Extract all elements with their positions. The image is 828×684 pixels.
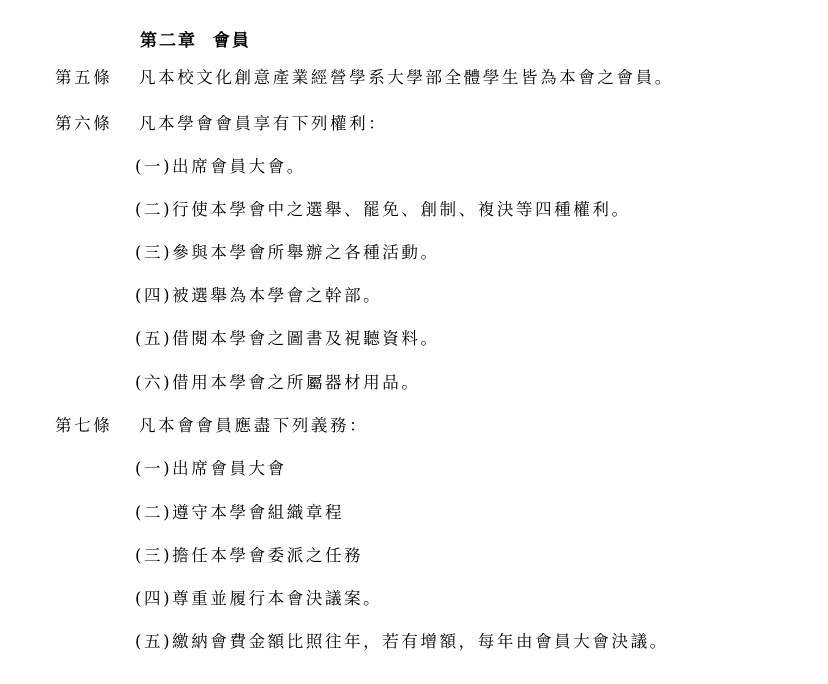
article-5-number: 第五條 — [55, 68, 113, 87]
article-7-item-1: (一)出席會員大會 — [135, 459, 287, 478]
article-6-number: 第六條 — [55, 114, 113, 133]
article-7-item-3: (三)擔任本學會委派之任務 — [135, 546, 364, 565]
article-6-item-5: (五)借閱本學會之圖書及視聽資料。 — [135, 329, 440, 348]
article-7-item-2: (二)遵守本學會組織章程 — [135, 503, 345, 522]
article-6-item-6: (六)借用本學會之所屬器材用品。 — [135, 373, 421, 392]
chapter-title: 第二章 會員 — [140, 31, 251, 51]
article-7-text: 凡本會會員應盡下列義務： — [139, 416, 369, 435]
article-7-item-4: (四)尊重並履行本會決議案。 — [135, 589, 383, 608]
article-5-text: 凡本校文化創意產業經營學系大學部全體學生皆為本會之會員。 — [139, 68, 674, 87]
article-6-item-3: (三)參與本學會所舉辦之各種活動。 — [135, 243, 440, 262]
article-7-number: 第七條 — [55, 416, 113, 435]
article-6-item-1: (一)出席會員大會。 — [135, 157, 306, 176]
article-6-text: 凡本學會會員享有下列權利： — [139, 114, 388, 133]
article-6-item-4: (四)被選舉為本學會之幹部。 — [135, 286, 383, 305]
article-7-item-5: (五)繳納會費金額比照往年，若有增額，每年由會員大會決議。 — [135, 632, 669, 651]
article-6-item-2: (二)行使本學會中之選舉、罷免、創制、複決等四種權利。 — [135, 200, 631, 219]
